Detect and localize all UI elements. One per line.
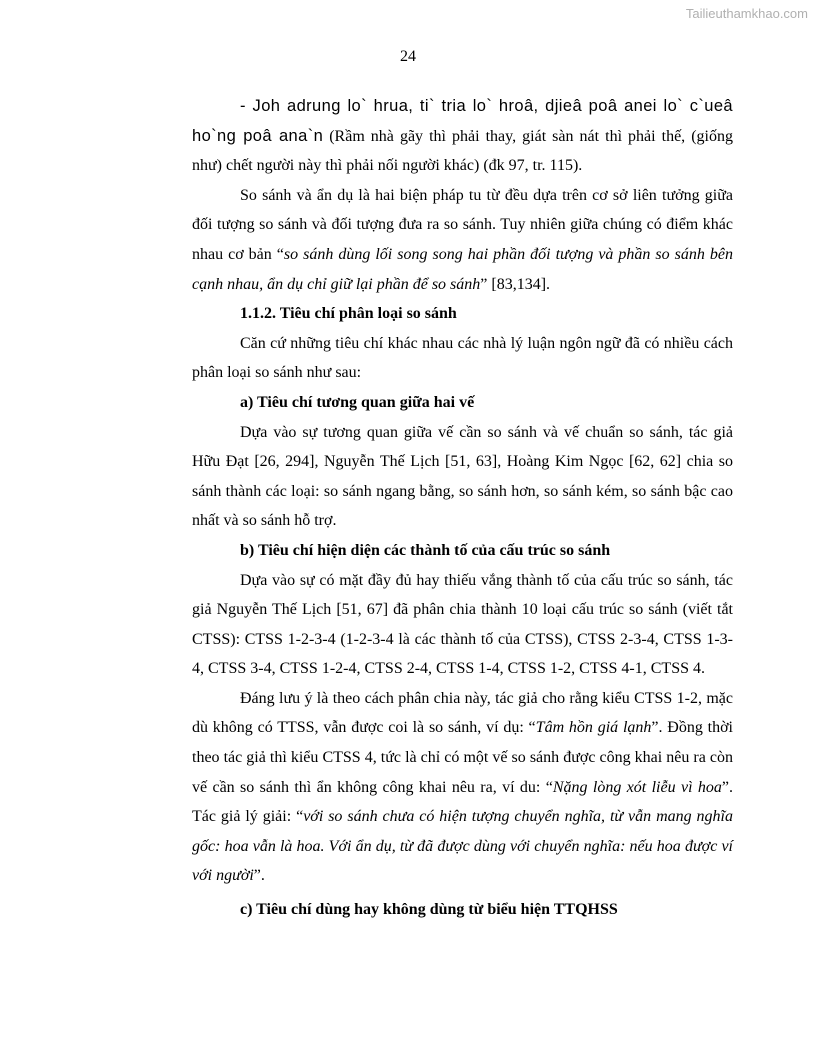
text-run: ”. Tác giả lý giải: “ xyxy=(192,778,734,826)
example-italic: Nặng lòng xót liễu vì hoa xyxy=(552,778,722,796)
document-body xyxy=(192,92,733,925)
section-heading-1-1-2: 1.1.2. Tiêu chí phân loại so sánh xyxy=(240,305,457,323)
heading-criterion-a: a) Tiêu chí tương quan giữa hai vế xyxy=(240,393,475,411)
text-run: Đáng lưu ý là theo cách phân chia này, tác giả cho rằng kiểu CTSS 1-2, mặc dù không có TTSS, vẫn được coi là so sánh, ví dụ: “ xyxy=(192,689,733,737)
paragraph-classification-intro: Căn cứ những tiêu chí khác nhau các nhà lý luận ngôn ngữ đã có nhiều cách phân loại so sánh như sau: xyxy=(192,334,733,382)
example-italic: Tâm hồn giá lạnh xyxy=(535,719,652,737)
example-paragraph xyxy=(192,92,733,181)
paragraph-note xyxy=(192,684,733,891)
page-number: 24 xyxy=(400,48,416,65)
paragraph-criterion-b: Dựa vào sự có mặt đầy đủ hay thiếu vắng thành tố của cấu trúc so sánh, tác giả Nguyễn Thế Lịch [51, 67] đã phân chia thành 10 loại cấu trúc so sánh (viết tắt CTSS): CTSS 1-2-3-4 (1-2-3-4 là các thành tố của CTSS), CTSS 2-3-4, CTSS 1-3-4, CTSS 3-4, CTSS 1-2-4, CTSS 2-4, CTSS 1-4, CTSS 1-2, CTSS 4-1, CTSS 4. xyxy=(192,571,733,678)
text-run: So sánh và ẩn dụ là hai biện pháp tu từ đều dựa trên cơ sở liên tưởng giữa đối tượng so sánh và đối tượng đưa ra so sánh. Tuy nhiên giữa chúng có điểm khác nhau cơ bản “ xyxy=(192,186,733,263)
quote-italic: với so sánh chưa có hiện tượng chuyển nghĩa, từ vẫn mang nghĩa gốc: hoa vẫn là hoa. Với ẩn dụ, từ đã được dùng với chuyển nghĩa: nếu hoa được ví với người xyxy=(192,808,734,885)
paragraph-comparison-metaphor xyxy=(192,181,733,299)
heading-criterion-c: c) Tiêu chí dùng hay không dùng từ biểu hiện TTQHSS xyxy=(240,901,618,919)
heading-criterion-b: b) Tiêu chí hiện diện các thành tố của cấu trúc so sánh xyxy=(240,541,611,559)
text-run: ” [83,134]. xyxy=(480,275,551,293)
quote-italic: so sánh dùng lối song song hai phần đối tượng và phần so sánh bên cạnh nhau, ẩn dụ chỉ giữ lại phần để so sánh xyxy=(192,245,733,293)
watermark: Tailieuthamkhao.com xyxy=(685,6,808,21)
text-run: ”. xyxy=(253,867,265,885)
example-translation: (Rầm nhà gãy thì phải thay, giát sàn nát thì phải thế, (giống như) chết người này thì phải nối người khác) (đk 97, tr. 115). xyxy=(192,127,733,175)
paragraph-criterion-a: Dựa vào sự tương quan giữa vế cần so sánh và vế chuẩn so sánh, tác giả Hữu Đạt [26, 294], Nguyễn Thế Lịch [51, 63], Hoàng Kim Ngọc [62, 62] chia so sánh thành các loại: so sánh ngang bằng, so sánh hơn, so sánh kém, so sánh bậc cao nhất và so sánh hỗ trợ. xyxy=(192,423,733,530)
text-run: ”. Đồng thời theo tác giả thì kiểu CTSS 4, tức là chỉ có một vế so sánh được công khai nêu ra còn vế cần so sánh thì ẩn không công khai nêu ra, ví du: “ xyxy=(192,719,734,796)
example-text: - Joh adrung lo` hrua, ti` tria lo` hroâ, djieâ poâ anei lo` c`ueâ ho`ng poâ ana`n xyxy=(192,97,733,145)
